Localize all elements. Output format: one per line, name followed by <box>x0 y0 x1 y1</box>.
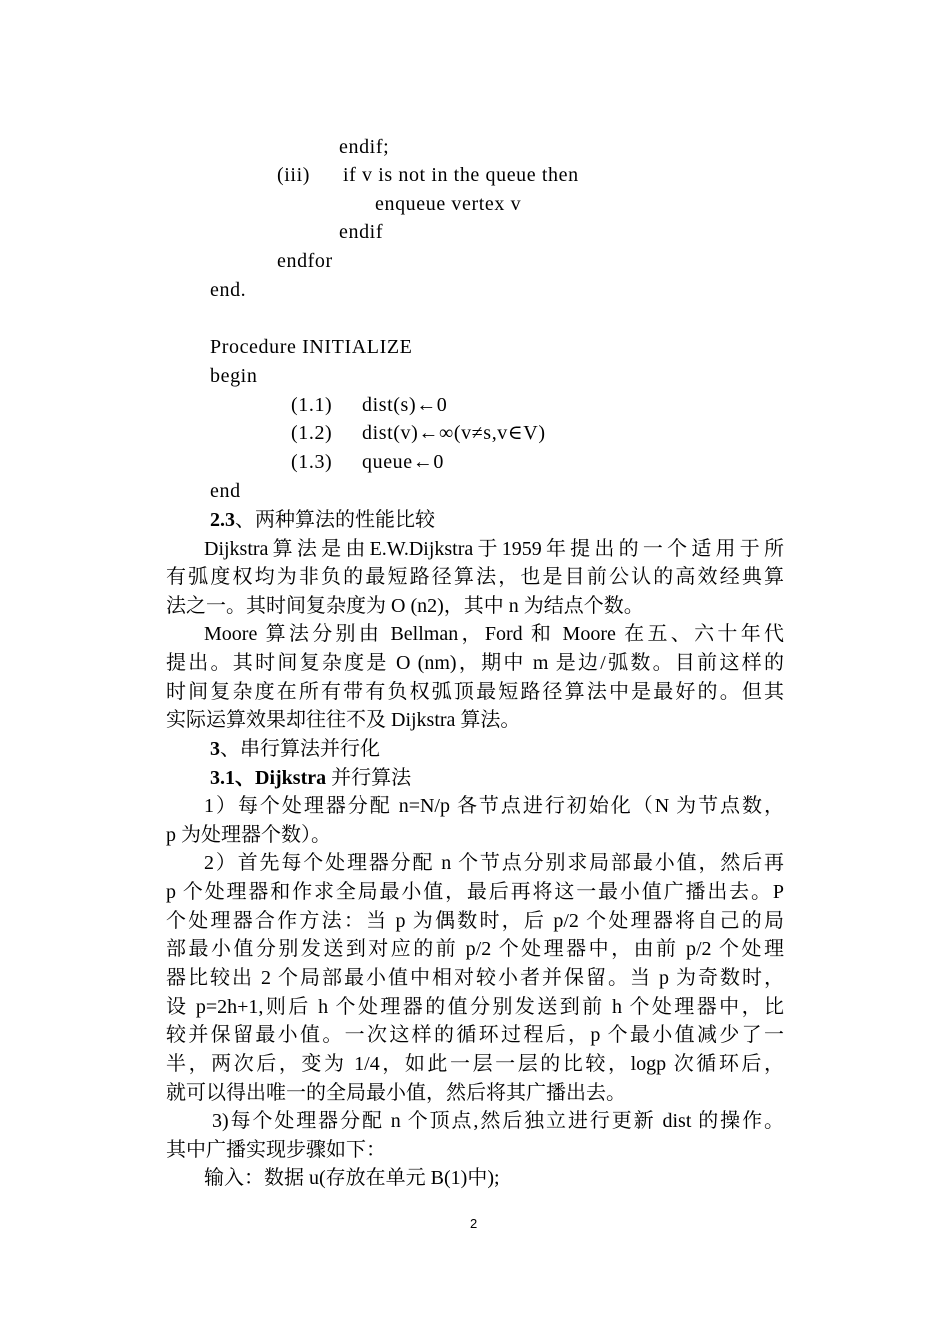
init-step-label: (1.3) <box>291 451 333 473</box>
procedure-title: Procedure INITIALIZE <box>210 336 413 358</box>
paragraph-line: Dijkstra算法是由E.W.Dijkstra于1959年提出的一个适用于所 <box>204 538 784 560</box>
init-step-text: dist(s)←0 <box>362 394 448 416</box>
paragraph-line: 1）每个处理器分配 n=N/p 各节点进行初始化（N 为节点数， <box>204 795 784 817</box>
paragraph-line: 实际运算效果却往往不及 Dijkstra 算法。 <box>166 709 521 731</box>
section-number: 3.1 <box>210 767 235 789</box>
section-title: 并行算法 <box>326 767 412 789</box>
section-number: 2.3 <box>210 509 235 531</box>
paragraph-line: 有弧度权均为非负的最短路径算法，也是目前公认的高效经典算 <box>166 566 784 588</box>
paragraph-line: 器比较出 2 个局部最小值中相对较小者并保留。当 p 为奇数时， <box>166 967 784 989</box>
paragraph-line: 设 p=2h+1,则后 h 个处理器的值分别发送到前 h 个处理器中，比 <box>166 996 784 1018</box>
code-line-endif-2: endif <box>339 221 384 243</box>
paragraph-line: 3)每个处理器分配 n 个顶点,然后独立进行更新 dist 的操作。 <box>212 1110 784 1132</box>
section-number: 3 <box>210 738 220 760</box>
paragraph-line: 法之一。其时间复杂度为 O (n2)，其中 n 为结点个数。 <box>166 595 644 617</box>
section-heading-3 <box>210 735 380 763</box>
paragraph-line: 时间复杂度在所有带有负权弧顶最短路径算法中是最好的。但其 <box>166 681 784 703</box>
section-heading-2-3 <box>210 506 435 534</box>
init-step-text: dist(v)←∞(v≠s,v∈V) <box>362 422 546 444</box>
init-step-label: (1.1) <box>291 394 333 416</box>
code-line-endif: endif; <box>339 136 390 158</box>
code-line-end-2: end <box>210 480 241 502</box>
code-step-label: (iii) <box>277 164 310 186</box>
paragraph-line: 个处理器合作方法：当 p 为偶数时，后 p/2 个处理器将自己的局 <box>166 910 784 932</box>
paragraph-line: 部最小值分别发送到对应的前 p/2 个处理器中，由前 p/2 个处理 <box>166 938 784 960</box>
paragraph-line: p 个处理器和作求全局最小值，最后再将这一最小值广播出去。P <box>166 881 784 903</box>
paragraph-line: 半，两次后，变为 1/4，如此一层一层的比较，logp 次循环后， <box>166 1053 784 1075</box>
section-algorithm-name: Dijkstra <box>255 767 327 789</box>
code-line-begin: begin <box>210 365 258 387</box>
code-line-endfor: endfor <box>277 250 333 272</box>
paragraph-line: 提出。其时间复杂度是 O (nm)，期中 m 是边/弧数。目前这样的 <box>166 652 784 674</box>
code-line-enqueue: enqueue vertex v <box>375 193 522 215</box>
paragraph-line: p 为处理器个数）。 <box>166 824 331 846</box>
section-heading-3-1 <box>210 764 411 792</box>
code-line-if: if v is not in the queue then <box>343 164 579 186</box>
section-separator: 、 <box>235 767 255 789</box>
section-title: 、两种算法的性能比较 <box>235 509 435 531</box>
init-step-label: (1.2) <box>291 422 333 444</box>
init-step-text: queue←0 <box>362 451 444 473</box>
paragraph-line: 其中广播实现步骤如下： <box>166 1139 386 1161</box>
page-number: 2 <box>470 1216 478 1231</box>
paragraph-line: 较并保留最小值。一次这样的循环过程后，p 个最小值减少了一 <box>166 1024 784 1046</box>
paragraph-line: 2）首先每个处理器分配 n 个节点分别求局部最小值，然后再 <box>204 852 784 874</box>
section-title: 、串行算法并行化 <box>220 738 380 760</box>
paragraph-line: 就可以得出唯一的全局最小值，然后将其广播出去。 <box>166 1082 626 1104</box>
input-line: 输入：数据 u(存放在单元 B(1)中); <box>204 1167 500 1189</box>
code-line-end: end. <box>210 279 247 301</box>
paragraph-line: Moore 算法分别由 Bellman，Ford 和 Moore 在五、六十年代 <box>204 623 784 645</box>
